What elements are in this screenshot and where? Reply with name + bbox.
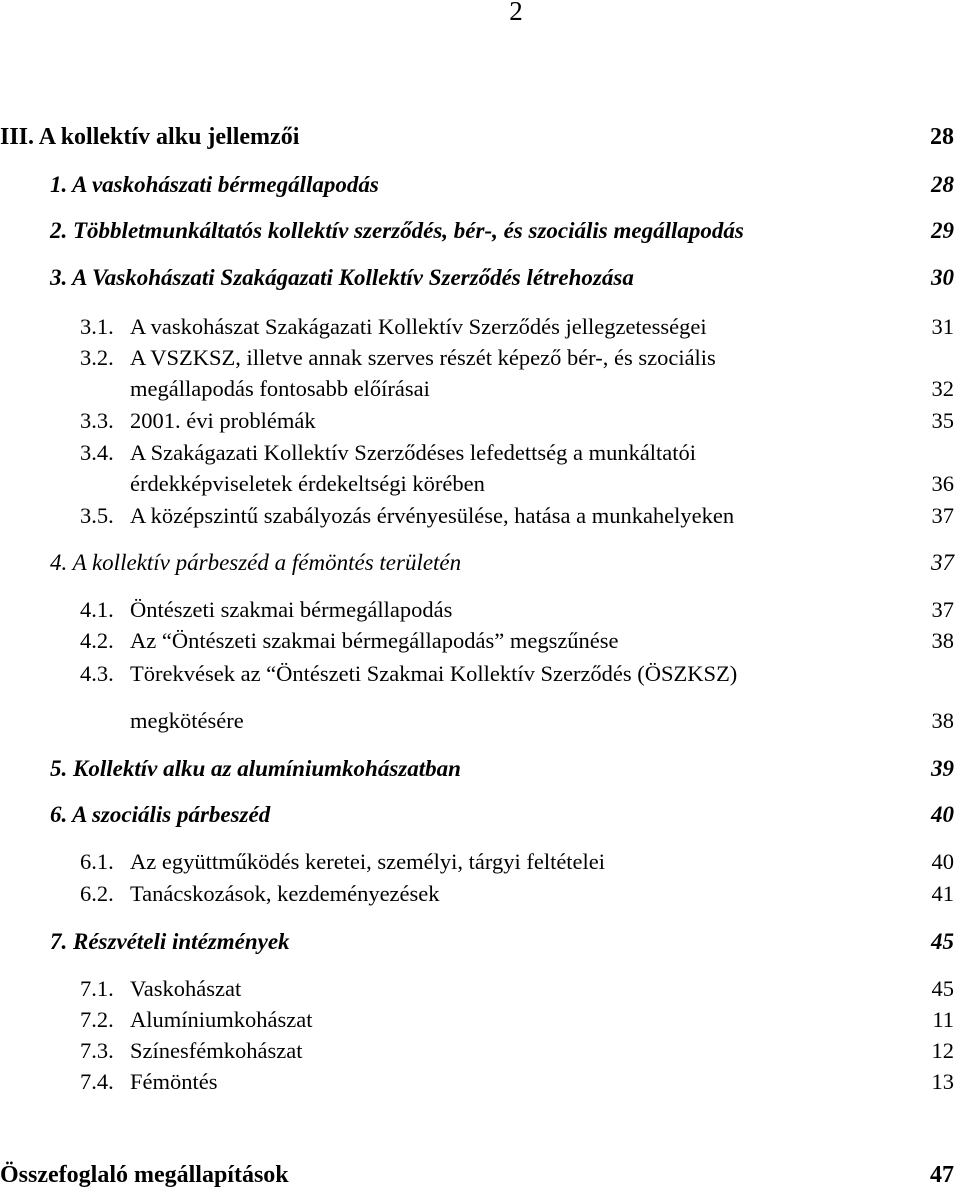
- toc-entry-page: 37: [931, 503, 954, 528]
- toc-entry-page: 45: [931, 929, 954, 954]
- page-number: 2: [509, 0, 523, 26]
- toc-entry-title: A középszintű szabályozás érvényesülése, hatása a munkahelyeken: [130, 503, 735, 528]
- toc-entry-4-1[interactable]: [0, 594, 960, 626]
- toc-entry-page: 11: [932, 1007, 954, 1032]
- toc-entry-number: 7.1.: [80, 976, 114, 1001]
- toc-entry-title: 2. Többletmunkáltatós kollektív szerződés, bér-, és szociális megállapodás: [50, 218, 744, 243]
- toc-entry-3-5[interactable]: [0, 500, 960, 532]
- toc-entry-page: 30: [931, 265, 954, 290]
- toc-entry-title: Fémöntés: [130, 1069, 218, 1094]
- toc-entry-title: 7. Részvételi intézmények: [50, 929, 290, 954]
- toc-entry-title: Alumíniumkohászat: [130, 1007, 313, 1032]
- toc-entry-title: Színesfémkohászat: [130, 1038, 303, 1063]
- toc-entry-page: 45: [931, 976, 954, 1001]
- toc-entry-title: megkötésére: [130, 708, 244, 733]
- toc-entry-page: 39: [931, 756, 954, 781]
- toc-entry-7-2[interactable]: [0, 1004, 960, 1036]
- toc-entry-section-iii[interactable]: [0, 121, 960, 153]
- toc-entry-page: 12: [931, 1038, 954, 1063]
- toc-entry-number: 7.3.: [80, 1038, 114, 1063]
- toc-entry-number: 4.2.: [80, 628, 114, 653]
- toc-entry-title: Törekvések az “Öntészeti Szakmai Kollektív Szerződés (ÖSZKSZ): [130, 661, 738, 686]
- toc-entry-3-1[interactable]: [0, 311, 960, 343]
- toc-entry-number: 6.2.: [80, 881, 114, 906]
- toc-entry-number: 4.1.: [80, 597, 114, 622]
- toc-entry-title: megállapodás fontosabb előírásai: [130, 376, 430, 401]
- toc-entry-6[interactable]: [0, 799, 960, 831]
- toc-entry-title: Összefoglaló megállapítások: [0, 1162, 289, 1188]
- toc-entry-title: Vaskohászat: [130, 976, 242, 1001]
- toc-entry-summary[interactable]: [0, 1159, 960, 1191]
- toc-entry-4[interactable]: [0, 547, 960, 579]
- toc-entry-title: A vaskohászat Szakágazati Kollektív Szerződés jellegzetességei: [130, 314, 707, 339]
- toc-entry-title: Tanácskozások, kezdeményezések: [130, 881, 440, 906]
- toc-entry-3-4-continued[interactable]: [0, 468, 960, 500]
- toc-entry-title: 1. A vaskohászati bérmegállapodás: [50, 172, 379, 197]
- toc-entry-3-2-continued[interactable]: [0, 373, 960, 405]
- toc-entry-title: 5. Kollektív alku az alumíniumkohászatban: [50, 756, 461, 781]
- toc-entry-title: Az “Öntészeti szakmai bérmegállapodás” megszűnése: [130, 628, 619, 653]
- toc-entry-page: 32: [931, 376, 954, 401]
- toc-entry-6-2[interactable]: [0, 878, 960, 910]
- toc-entry-page: 29: [931, 218, 954, 243]
- toc-entry-number: 3.5.: [80, 503, 114, 528]
- toc-entry-number: 7.4.: [80, 1069, 114, 1094]
- toc-entry-title: Az együttműködés keretei, személyi, tárgyi feltételei: [130, 849, 606, 874]
- toc-entry-6-1[interactable]: [0, 846, 960, 878]
- toc-entry-number: 4.3.: [80, 661, 114, 686]
- toc-entry-4-3-continued[interactable]: [0, 705, 960, 737]
- toc-entry-4-2[interactable]: [0, 625, 960, 657]
- toc-entry-page: 40: [931, 849, 954, 874]
- toc-entry-page: 31: [931, 314, 954, 339]
- toc-entry-title: A VSZKSZ, illetve annak szerves részét képező bér-, és szociális: [130, 345, 716, 370]
- toc-entry-7-1[interactable]: [0, 973, 960, 1005]
- toc-entry-2[interactable]: [0, 215, 960, 247]
- toc-entry-page: 38: [931, 628, 954, 653]
- toc-entry-page: 41: [931, 881, 954, 906]
- toc-entry-7-4[interactable]: [0, 1066, 960, 1098]
- toc-entry-page: 38: [931, 708, 954, 733]
- toc-entry-1[interactable]: [0, 169, 960, 201]
- toc-entry-page: 36: [931, 471, 954, 496]
- toc-entry-page: 28: [931, 172, 954, 197]
- toc-entry-5[interactable]: [0, 753, 960, 785]
- toc-entry-title: III. A kollektív alku jellemzői: [0, 124, 300, 150]
- toc-entry-title: Öntészeti szakmai bérmegállapodás: [130, 597, 453, 622]
- toc-entry-3-2[interactable]: [0, 342, 960, 374]
- toc-entry-page: 13: [931, 1069, 954, 1094]
- toc-entry-number: 7.2.: [80, 1007, 114, 1032]
- toc-entry-page: 35: [931, 408, 954, 433]
- toc-entry-page: 37: [931, 597, 954, 622]
- toc-entry-number: 3.1.: [80, 314, 114, 339]
- toc-entry-number: 3.4.: [80, 440, 114, 465]
- toc-entry-title: érdekképviseletek érdekeltségi körében: [130, 471, 485, 496]
- toc-entry-3-3[interactable]: [0, 405, 960, 437]
- toc-entry-7[interactable]: [0, 926, 960, 958]
- toc-entry-number: 3.2.: [80, 345, 114, 370]
- toc-entry-number: 6.1.: [80, 849, 114, 874]
- toc-entry-title: 4. A kollektív párbeszéd a fémöntés területén: [50, 550, 462, 575]
- toc-entry-number: 3.3.: [80, 408, 114, 433]
- toc-entry-4-3[interactable]: [0, 658, 960, 690]
- toc-entry-3[interactable]: [0, 262, 960, 294]
- toc-entry-page: 47: [930, 1162, 954, 1188]
- toc-entry-title: 2001. évi problémák: [130, 408, 316, 433]
- toc-entry-page: 28: [930, 124, 954, 150]
- toc-entry-7-3[interactable]: [0, 1035, 960, 1067]
- toc-entry-3-4[interactable]: [0, 437, 960, 469]
- toc-entry-title: A Szakágazati Kollektív Szerződéses lefedettség a munkáltatói: [130, 440, 697, 465]
- toc-entry-title: 3. A Vaskohászati Szakágazati Kollektív Szerződés létrehozása: [50, 265, 634, 290]
- toc-entry-page: 37: [931, 550, 954, 575]
- toc-entry-title: 6. A szociális párbeszéd: [50, 802, 271, 827]
- toc-entry-page: 40: [931, 802, 954, 827]
